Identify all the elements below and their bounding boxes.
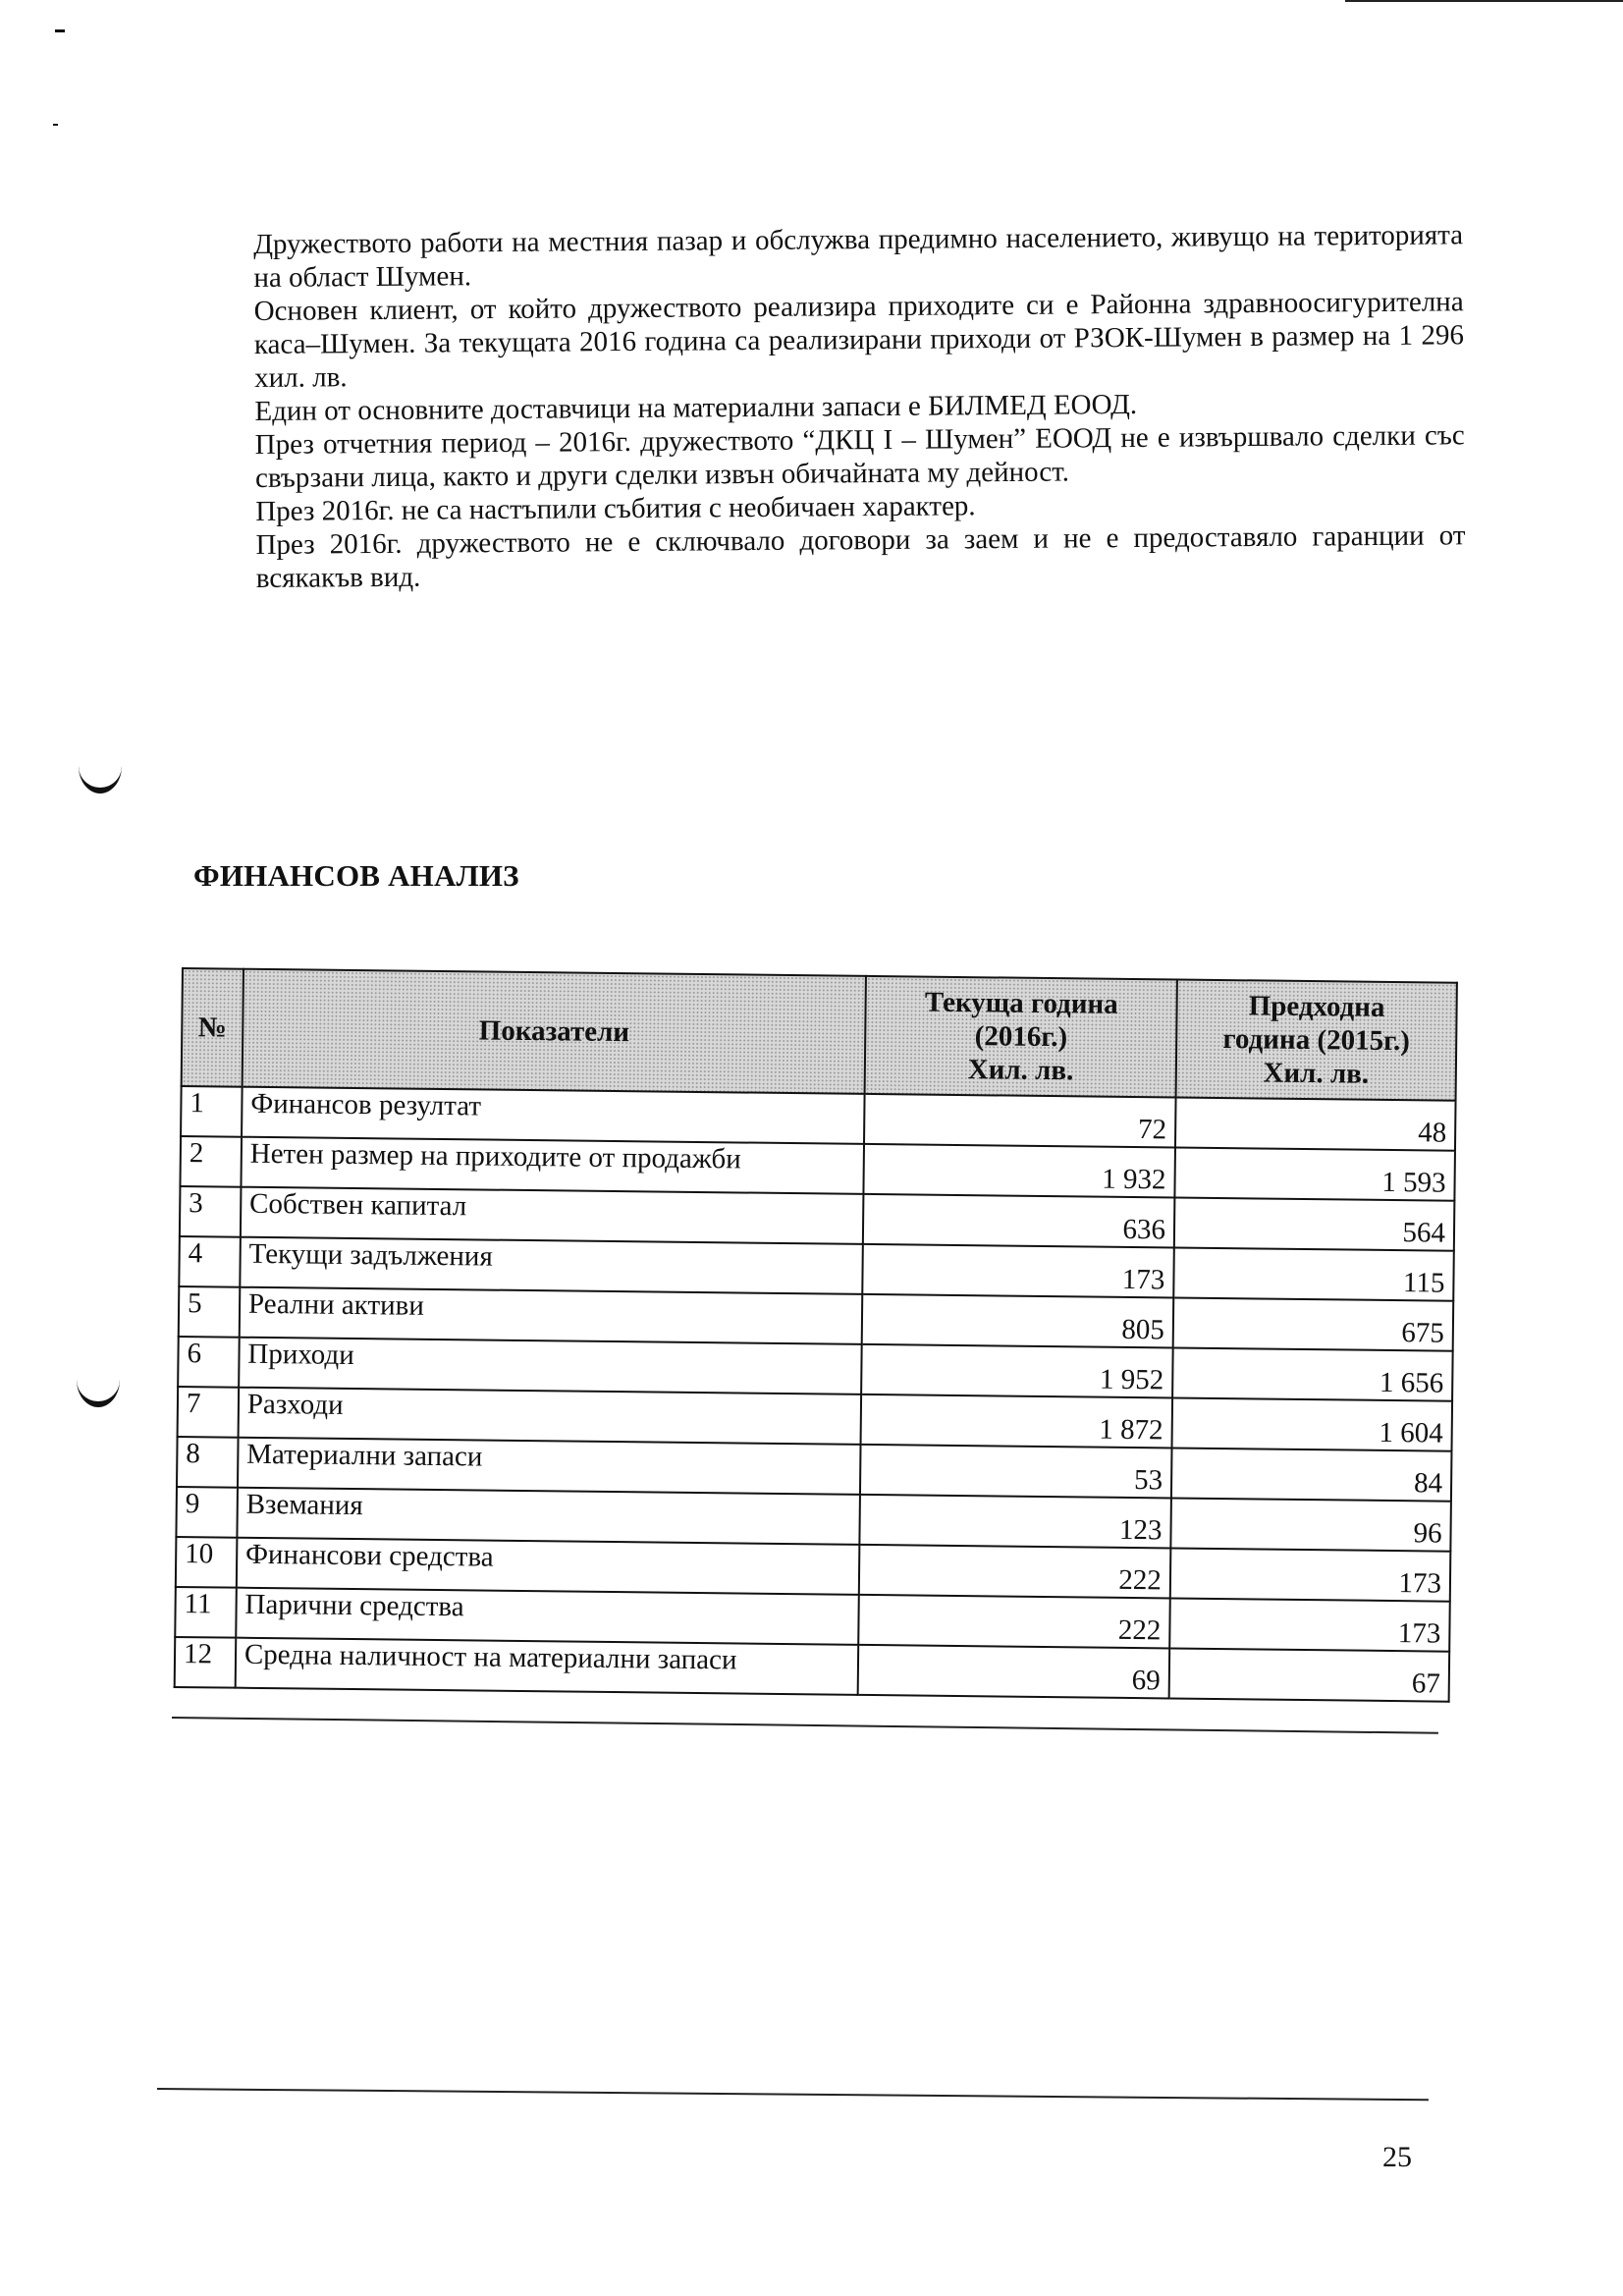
row-indicator: Материални запаси xyxy=(238,1438,861,1495)
row-previous-value: 115 xyxy=(1173,1247,1454,1300)
row-current-value: 69 xyxy=(858,1645,1169,1699)
row-number: 6 xyxy=(178,1337,239,1388)
header-previous-year xyxy=(1175,980,1456,1101)
row-indicator: Вземания xyxy=(237,1488,860,1545)
row-indicator: Собствен капитал xyxy=(241,1187,864,1244)
paragraph: През 2016г. дружеството не е сключвало договори за заем и не е предоставяло гаранции от всякакъв вид. xyxy=(255,519,1466,594)
row-current-value: 173 xyxy=(863,1244,1174,1298)
table-header-row xyxy=(182,968,1457,1101)
header-current-line: Текуща година xyxy=(924,986,1118,1020)
header-current-year xyxy=(865,976,1177,1098)
row-indicator: Парични средства xyxy=(236,1588,859,1645)
horizontal-rule xyxy=(172,1717,1438,1734)
row-current-value: 222 xyxy=(859,1595,1170,1649)
row-number: 9 xyxy=(176,1487,237,1538)
row-indicator: Разходи xyxy=(238,1388,861,1445)
binding-hole-mark xyxy=(79,766,122,793)
row-number: 3 xyxy=(180,1186,241,1237)
row-previous-value: 1 593 xyxy=(1174,1147,1455,1200)
header-previous-line: година (2015г.) xyxy=(1222,1023,1411,1058)
section-title: ФИНАНСОВ АНАЛИЗ xyxy=(193,858,519,893)
row-previous-value: 1 656 xyxy=(1172,1347,1453,1400)
row-current-value: 636 xyxy=(863,1194,1174,1248)
row-indicator: Нетен размер на приходите от продажби xyxy=(241,1137,864,1194)
row-current-value: 72 xyxy=(864,1094,1175,1148)
row-current-value: 1 952 xyxy=(862,1344,1173,1398)
row-number: 10 xyxy=(176,1537,237,1588)
scan-speck xyxy=(55,29,65,32)
paragraph: Основен клиент, от който дружеството реализира приходите си е Районна здравноосигурителна каса–Шумен. За текущата 2016 година са реализирани приходи от РЗОК-Шумен в размер на 1 296 хил. лв. xyxy=(253,286,1465,394)
header-previous-line: Хил. лв. xyxy=(1263,1057,1370,1090)
paragraph: Дружеството работи на местния пазар и обслужва предимно населението, живущо на територията на област Шумен. xyxy=(253,219,1464,294)
row-previous-value: 675 xyxy=(1173,1297,1454,1350)
row-number: 11 xyxy=(175,1587,236,1638)
body-paragraphs xyxy=(253,218,1466,595)
row-number: 8 xyxy=(177,1437,238,1488)
scan-speck xyxy=(53,124,58,126)
row-indicator: Приходи xyxy=(239,1338,862,1394)
row-previous-value: 96 xyxy=(1170,1498,1451,1551)
row-current-value: 222 xyxy=(859,1545,1170,1599)
row-current-value: 1 932 xyxy=(864,1144,1175,1198)
row-current-value: 1 872 xyxy=(861,1394,1172,1449)
row-previous-value: 48 xyxy=(1175,1097,1456,1150)
row-number: 12 xyxy=(175,1637,236,1688)
row-number: 2 xyxy=(180,1136,241,1187)
financial-analysis-table-container xyxy=(174,967,1458,1703)
header-current-line: (2016г.) xyxy=(974,1020,1068,1054)
row-number: 7 xyxy=(178,1387,239,1438)
row-indicator: Реални активи xyxy=(240,1287,863,1344)
paragraph: През 2016г. не са настъпили събития с необичаен характер. xyxy=(255,490,976,527)
row-number: 5 xyxy=(179,1286,240,1338)
row-indicator: Текущи задължения xyxy=(240,1237,863,1294)
row-previous-value: 173 xyxy=(1170,1548,1451,1601)
row-current-value: 123 xyxy=(860,1495,1171,1549)
row-previous-value: 67 xyxy=(1169,1648,1450,1701)
paragraph: През отчетния период – 2016г. дружеството “ДКЦ I – Шумен” ЕООД не е извършвало сделки със свързани лица, както и други сделки извън обичайната му дейност. xyxy=(254,419,1465,494)
row-indicator: Финансов резултат xyxy=(242,1087,865,1144)
row-previous-value: 564 xyxy=(1174,1197,1455,1250)
row-current-value: 805 xyxy=(862,1294,1173,1348)
header-number: № xyxy=(182,968,243,1087)
row-number: 1 xyxy=(181,1086,242,1137)
row-current-value: 53 xyxy=(860,1445,1171,1499)
row-number: 4 xyxy=(179,1236,240,1287)
row-previous-value: 173 xyxy=(1169,1598,1450,1651)
row-previous-value: 1 604 xyxy=(1171,1397,1452,1450)
top-edge-rule xyxy=(1345,0,1623,2)
row-indicator: Средна наличност на материални запаси xyxy=(236,1638,859,1695)
footer-rule xyxy=(157,2088,1429,2101)
row-previous-value: 84 xyxy=(1171,1448,1452,1501)
header-previous-line: Предходна xyxy=(1248,990,1385,1023)
paragraph: Един от основните доставчици на материални запаси е БИЛМЕД ЕООД. xyxy=(254,388,1138,427)
page-number: 25 xyxy=(1382,2141,1412,2173)
header-current-line: Хил. лв. xyxy=(967,1054,1074,1087)
header-indicator: Показатели xyxy=(242,969,866,1094)
row-indicator: Финансови средства xyxy=(237,1538,860,1595)
binding-hole-mark xyxy=(77,1380,120,1407)
financial-analysis-table xyxy=(174,967,1458,1703)
